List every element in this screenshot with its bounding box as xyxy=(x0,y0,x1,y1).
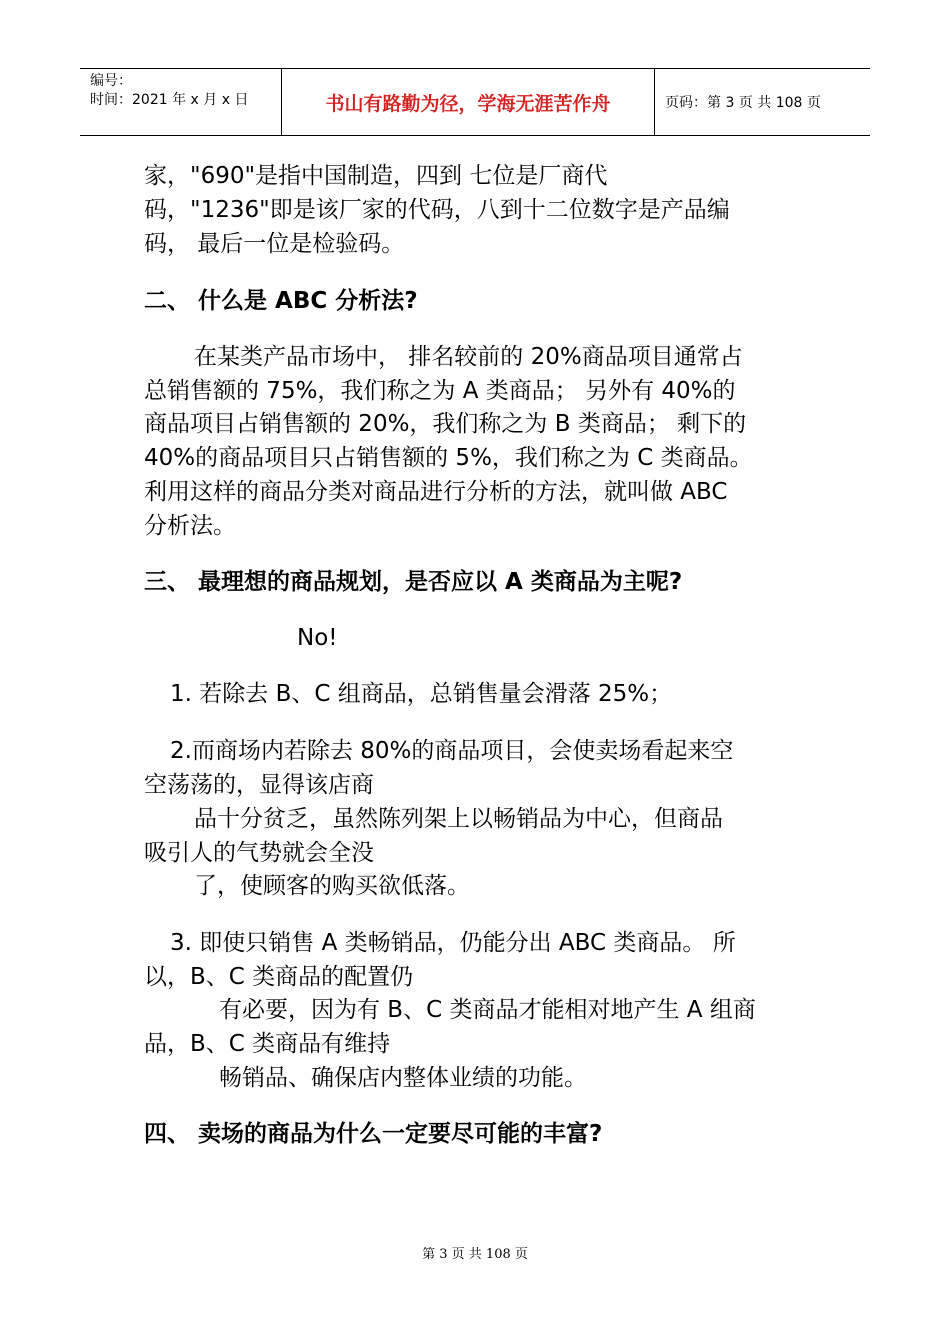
page-header xyxy=(80,68,870,136)
section-heading: 四、 卖场的商品为什么一定要尽可能的丰富? xyxy=(144,1121,603,1147)
list-item: 1. 若除去 B、C 组商品，总销售量会滑落 25%； xyxy=(170,681,673,707)
list-item: 品，B、C 类商品有维持 xyxy=(144,1031,391,1057)
header-page-cell xyxy=(655,69,870,135)
header-meta-cell xyxy=(80,69,282,135)
list-item: 畅销品、确保店内整体业绩的功能。 xyxy=(219,1065,587,1091)
list-item: 3. 即使只销售 A 类畅销品，仍能分出 ABC 类商品。 所 xyxy=(170,930,736,956)
paragraph-line: 40%的商品项目只占销售额的 5%，我们称之为 C 类商品。 xyxy=(144,445,753,471)
paragraph-line: 分析法。 xyxy=(144,513,236,539)
serial-label: 编号： xyxy=(90,73,132,89)
intro-line: 家，"690"是指中国制造，四到 七位是厂商代 xyxy=(144,163,608,189)
page-footer: 第 3 页 共 108 页 xyxy=(422,1247,528,1262)
time-label: 时间：2021 年 x 月 x 日 xyxy=(90,92,249,108)
section-heading: 二、 什么是 ABC 分析法? xyxy=(144,288,418,314)
paragraph-line: 利用这样的商品分类对商品进行分析的方法，就叫做 ABC xyxy=(144,479,728,505)
intro-line: 码， 最后一位是检验码。 xyxy=(144,231,405,257)
paragraph-line: 商品项目占销售额的 20%，我们称之为 B 类商品； 剩下的 xyxy=(144,411,747,437)
list-item: 品十分贫乏，虽然陈列架上以畅销品为中心，但商品 xyxy=(194,806,723,832)
paragraph-line: 在某类产品市场中， 排名较前的 20%商品项目通常占 xyxy=(194,344,743,370)
answer-text: No! xyxy=(297,625,338,651)
list-item: 2.而商场内若除去 80%的商品项目，会使卖场看起来空 xyxy=(170,738,734,764)
header-motto-cell xyxy=(282,69,655,135)
motto: 书山有路勤为径，学海无涯苦作舟 xyxy=(325,93,611,115)
paragraph-line: 总销售额的 75%，我们称之为 A 类商品； 另外有 40%的 xyxy=(144,378,736,404)
header-page-info: 页码：第 3 页 共 108 页 xyxy=(665,95,821,111)
section-heading: 三、 最理想的商品规划，是否应以 A 类商品为主呢? xyxy=(144,569,683,595)
list-item: 以，B、C 类商品的配置仍 xyxy=(144,964,414,990)
list-item: 了，使顾客的购买欲低落。 xyxy=(194,873,470,899)
list-item: 有必要，因为有 B、C 类商品才能相对地产生 A 组商 xyxy=(219,997,756,1023)
list-item: 吸引人的气势就会全没 xyxy=(144,840,374,866)
list-item: 空荡荡的，显得该店商 xyxy=(144,772,374,798)
intro-line: 码，"1236"即是该厂家的代码，八到十二位数字是产品编 xyxy=(144,197,730,223)
